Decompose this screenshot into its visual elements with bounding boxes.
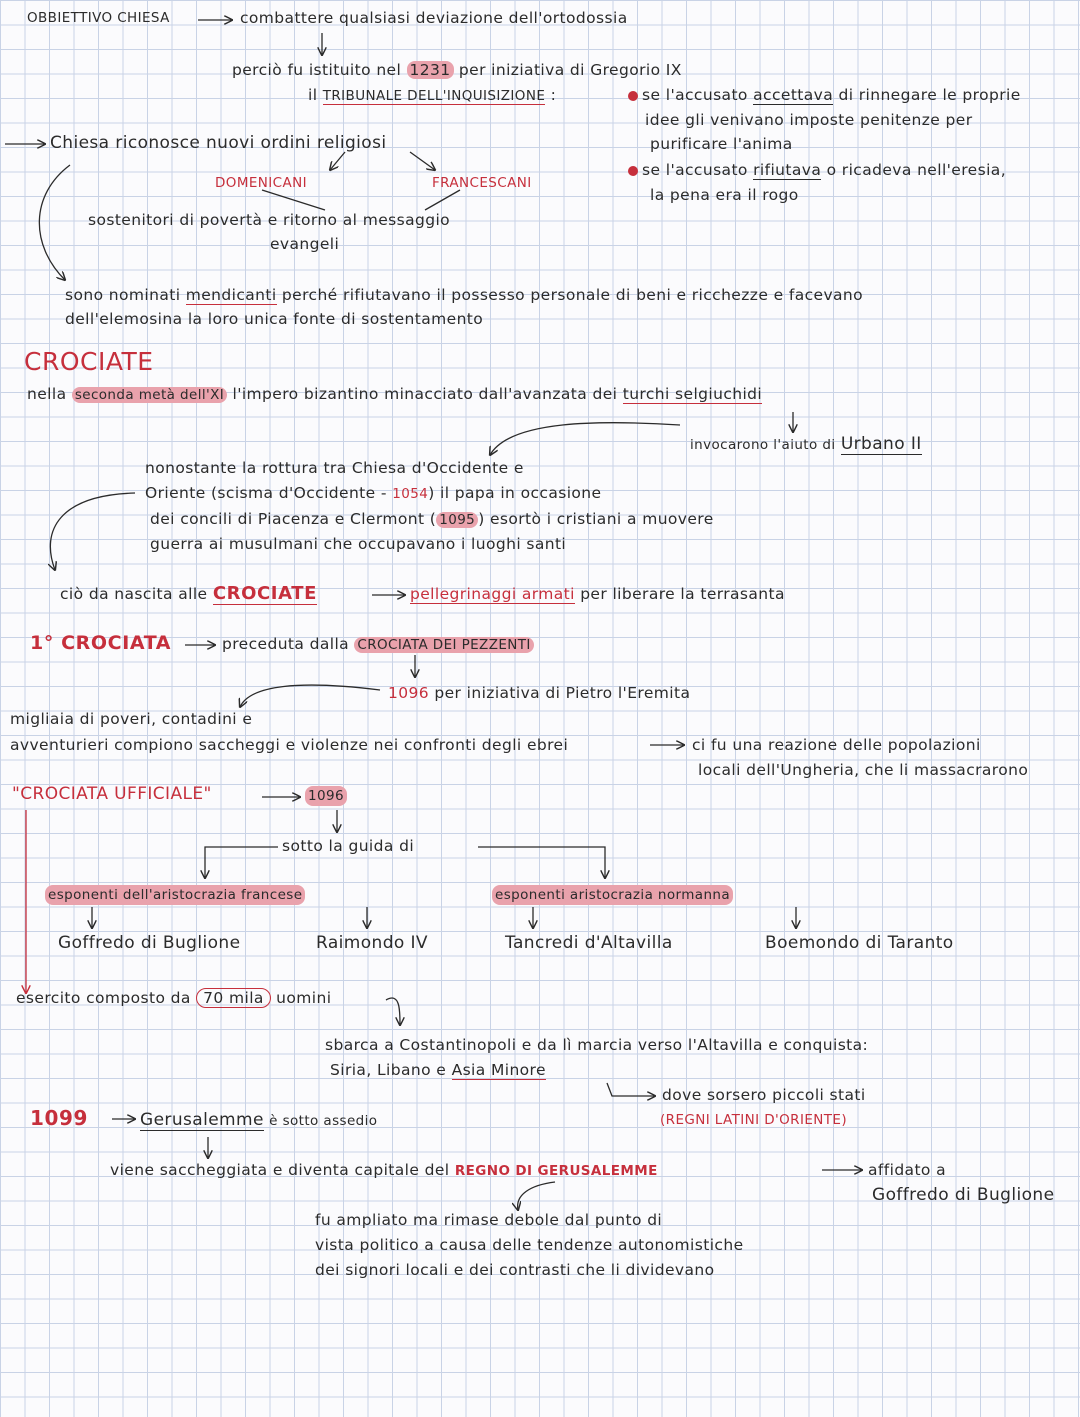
goffredo-buglione-2: Goffredo di Buglione	[872, 1185, 1055, 1205]
saccheggiata-line: viene saccheggiata e diventa capitale del REGNO DI GERUSALEMME	[110, 1161, 658, 1179]
rifiutava-line-2: la pena era il rogo	[650, 186, 799, 204]
year-1231: 1231	[407, 61, 454, 79]
migliaia-line: migliaia di poveri, contadini e	[10, 710, 253, 728]
invocarono-line: invocarono l'aiuto di Urbano II	[690, 434, 922, 454]
avventurieri-line: avventurieri compiono saccheggi e violenze nei confronti degli ebrei	[10, 736, 569, 754]
sbarca-line: sbarca a Costantinopoli e da lì marcia verso l'Altavilla e conquista:	[325, 1036, 869, 1054]
pellegrinaggi-line: pellegrinaggi armati per liberare la terrasanta	[410, 585, 785, 603]
sotto-guida: sotto la guida di	[282, 837, 415, 855]
raimondo-iv: Raimondo IV	[316, 933, 428, 953]
crociata-ufficiale: "CROCIATA UFFICIALE"	[12, 784, 212, 804]
tribunale-inquisizione: TRIBUNALE DELL'INQUISIZIONE	[322, 88, 546, 104]
nascita-crociate-line: ciò da nascita alle CROCIATE	[60, 583, 317, 604]
ordini-religiosi: Chiesa riconosce nuovi ordini religiosi	[50, 133, 387, 153]
year-1096-ufficiale: 1096	[305, 786, 347, 806]
mendicanti-line: sono nominati mendicanti perché rifiutavano il possesso personale di beni e ricchezze e facevano	[65, 286, 864, 304]
francescani: FRANCESCANI	[432, 175, 532, 191]
vista-line: vista politico a causa delle tendenze autonomistiche	[315, 1236, 744, 1254]
nonostante-line: nonostante la rottura tra Chiesa d'Occidente e	[145, 459, 524, 477]
istituito-line: perciò fu istituito nel 1231 per iniziativa di Gregorio IX	[232, 61, 682, 79]
aristocrazia-francese: esponenti dell'aristocrazia francese	[45, 885, 305, 905]
accettava-line: se l'accusato accettava di rinnegare le proprie	[628, 85, 1021, 105]
esercito-line: esercito composto da 70 mila uomini	[16, 989, 332, 1007]
concili-line: dei concili di Piacenza e Clermont ( 1095 ) esortò i cristiani a muovere	[150, 510, 714, 528]
combattere-text: combattere qualsiasi deviazione dell'ortodossia	[240, 9, 628, 27]
tribunale-line: il TRIBUNALE DELL'INQUISIZIONE :	[308, 86, 557, 104]
settanta-mila: 70 mila	[196, 988, 271, 1008]
ampliato-line: fu ampliato ma rimase debole dal punto di	[315, 1211, 663, 1229]
piccoli-stati: dove sorsero piccoli stati	[662, 1086, 866, 1104]
boemondo-taranto: Boemondo di Taranto	[765, 933, 954, 953]
assedio-line: Gerusalemme è sotto assedio	[140, 1110, 378, 1130]
bullet-dot	[628, 166, 638, 176]
domenicani: DOMENICANI	[215, 175, 308, 191]
oriente-line: Oriente (scisma d'Occidente - 1054) il papa in occasione	[145, 484, 602, 502]
rifiutava-line: se l'accusato rifiutava o ricadeva nell'eresia,	[628, 160, 1006, 180]
tancredi-altavilla: Tancredi d'Altavilla	[505, 933, 673, 953]
elemosina-line: dell'elemosina la loro unica fonte di sostentamento	[65, 310, 484, 328]
year-1099: 1099	[30, 1106, 89, 1130]
regni-latini: (REGNI LATINI D'ORIENTE)	[660, 1112, 847, 1128]
affidato-line: affidato a	[868, 1161, 947, 1179]
accettava-line-2: idee gli venivano imposte penitenze per	[645, 111, 973, 129]
crociate-title: CROCIATE	[24, 347, 154, 376]
preceduta-line: preceduta dalla CROCIATA DEI PEZZENTI	[222, 634, 534, 655]
reazione-line: ci fu una reazione delle popolazioni	[692, 736, 981, 754]
signori-line: dei signori locali e dei contrasti che li dividevano	[315, 1261, 715, 1279]
sostenitori-text: sostenitori di povertà e ritorno al messaggio	[88, 211, 451, 229]
prima-crociata-title: 1° CROCIATA	[30, 632, 172, 654]
siria-line: Siria, Libano e Asia Minore	[330, 1061, 546, 1079]
accettava-line-3: purificare l'anima	[650, 135, 793, 153]
goffredo-buglione: Goffredo di Buglione	[58, 933, 241, 953]
guerra-line: guerra ai musulmani che occupavano i luoghi santi	[150, 535, 567, 553]
evangeli-text: evangeli	[270, 235, 340, 253]
seconda-meta-line: nella seconda metà dell'XI l'impero bizantino minacciato dall'avanzata dei turchi selgiuchidi	[27, 385, 763, 403]
obiettivo-chiesa-label: OBBIETTIVO CHIESA	[27, 10, 170, 26]
bullet-dot	[628, 91, 638, 101]
pietro-line: 1096 per iniziativa di Pietro l'Eremita	[388, 684, 691, 702]
locali-line: locali dell'Ungheria, che li massacrarono	[698, 761, 1029, 779]
aristocrazia-normanna: esponenti aristocrazia normanna	[492, 885, 733, 905]
